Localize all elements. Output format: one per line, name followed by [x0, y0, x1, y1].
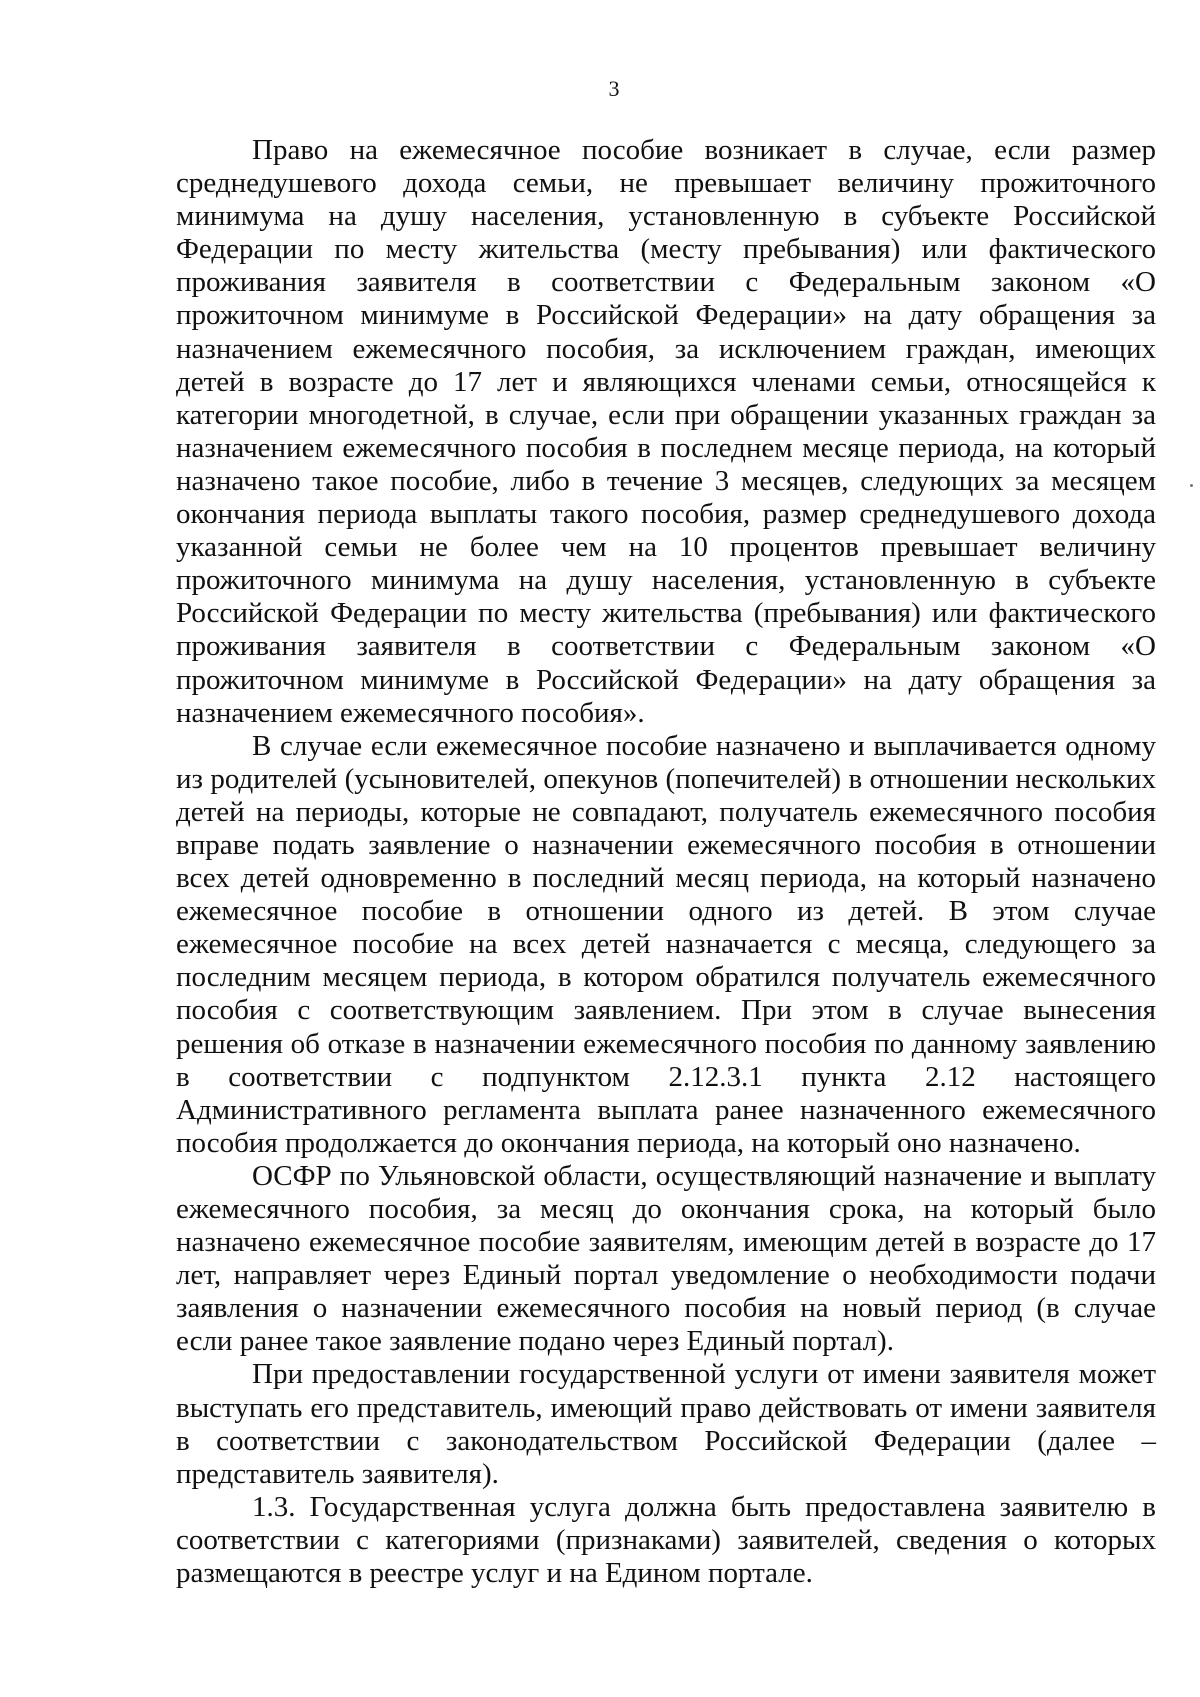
paragraph-benefit-eligibility: Право на ежемесячное пособие возникает в случае, если размер среднедушевого дохода семьи, не превышает величину прожиточного минимума на душу населения, установленную в субъекте Российской Федерации по месту жительства (месту пребывания) или фактического проживания заявителя в соответствии с Федеральным законом «О прожиточном минимуме в Российской Федерации» на дату обращения за назначением ежемесячного пособия, за исключением граждан, имеющих детей в возрасте до 17 лет и являющихся членами семьи, относящейся к категории многодетной, в случае, если при обращении указанных граждан за назначением ежемесячного пособия в последнем месяце периода, на который назначено такое пособие, либо в течение 3 месяцев, следующих за месяцем окончания периода выплаты такого пособия, размер среднедушевого дохода указанной семьи не более чем на 10 процентов превышает величину прожиточного минимума на душу населения, установленную в субъекте Российской Федерации по месту жительства (пребывания) или фактического проживания заявителя в соответствии с Федеральным законом «О прожиточном минимуме в Российской Федерации» на дату обращения за назначением ежемесячного пособия». [176, 134, 1156, 729]
paragraph-representative: При предоставлении государственной услуги от имени заявителя может выступать его представитель, имеющий право действовать от имени заявителя в соответствии с законодательством Российской Федерации (далее – представитель заявителя). [176, 1358, 1156, 1490]
paragraph-multiple-children: В случае если ежемесячное пособие назначено и выплачивается одному из родителей (усыновителей, опекунов (попечителей) в отношении нескольких детей на периоды, которые не совпадают, получатель ежемесячного пособия вправе подать заявление о назначении ежемесячного пособия в отношении всех детей одновременно в последний месяц периода, на который назначено ежемесячное пособие в отношении одного из детей. В этом случае ежемесячное пособие на всех детей назначается с месяца, следующего за последним месяцем периода, в котором обратился получатель ежемесячного пособия с соответствующим заявлением. При этом в случае вынесения решения об отказе в назначении ежемесячного пособия по данному заявлению в соответствии с подпунктом 2.12.3.1 пункта 2.12 настоящего Административного регламента выплата ранее назначенного ежемесячного пособия продолжается до окончания периода, на который оно назначено. [176, 729, 1156, 1159]
page-number: 3 [608, 76, 620, 101]
paragraph-section-1-3: 1.3. Государственная услуга должна быть предоставлена заявителю в соответствии с категориями (признаками) заявителей, сведения о которых размещаются в реестре услуг и на Едином портале. [176, 1490, 1156, 1590]
paragraph-osfr-notification: ОСФР по Ульяновской области, осуществляющий назначение и выплату ежемесячного пособия, за месяц до окончания срока, на который было назначено ежемесячное пособие заявителям, имеющим детей в возрасте до 17 лет, направляет через Единый портал уведомление о необходимости подачи заявления о назначении ежемесячного пособия на новый период (в случае если ранее такое заявление подано через Единый портал). [176, 1159, 1156, 1358]
document-body [176, 134, 1156, 1590]
scan-speck [1190, 484, 1193, 487]
